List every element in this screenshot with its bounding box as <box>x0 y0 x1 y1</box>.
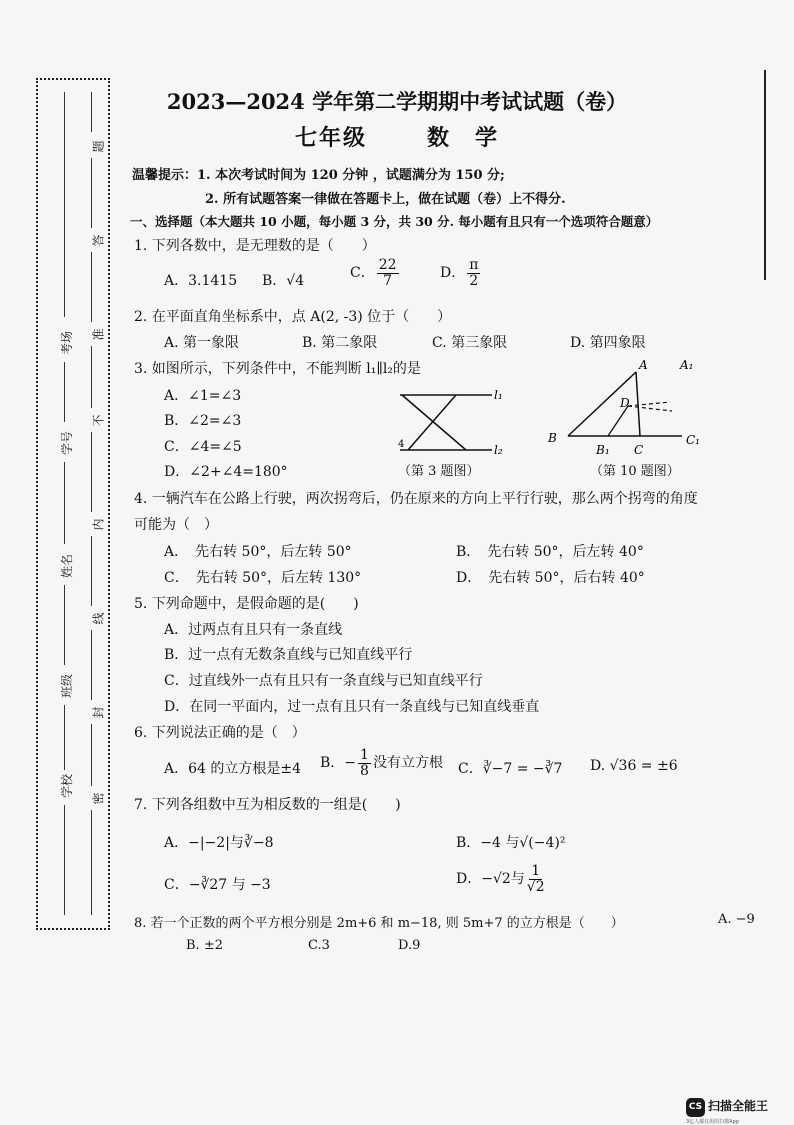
q3-option-c: C．∠4=∠5 <box>164 439 242 455</box>
figure-10-caption: （第 10 题图） <box>590 464 680 479</box>
tips-line-1 <box>132 164 505 183</box>
question-2-stem: 2. 在平面直角坐标系中，点 A(2, -3) 位于（ ） <box>134 309 452 325</box>
seal-char: 答 <box>91 234 106 247</box>
label-C1: C₁ <box>686 433 700 447</box>
q2-option-c: C. 第三象限 <box>432 335 508 351</box>
label-A: A <box>639 358 648 372</box>
subject-label: 数 学 <box>427 125 500 151</box>
scanner-logo: CS <box>686 1098 705 1117</box>
q6-option-b-tail: 没有立方根 <box>372 755 443 772</box>
q7-option-c: C．−∛27 与 −3 <box>164 877 271 893</box>
q1-option-d-fraction: $\frac{\pi}{2}$ <box>469 257 479 289</box>
question-3-stem: 3. 如图所示，下列条件中，不能判断 l₁∥l₂的是 <box>134 361 421 377</box>
grade-label: 七年级 <box>294 125 367 151</box>
q3-option-b: B．∠2=∠3 <box>164 413 242 429</box>
tips-text-1: 1. 本次考试时间为 120 分钟 ，试题满分为 150 分; <box>197 168 505 183</box>
field-label-exam-room: 考场 <box>60 330 74 355</box>
q2-option-b: B. 第二象限 <box>302 335 378 351</box>
q6-option-c: C．∛−7 = −∛7 <box>458 761 563 777</box>
q4-option-c: C． 先右转 50°，后左转 130° <box>164 570 362 586</box>
label-angle-4: 4 <box>398 439 405 450</box>
q2-option-d: D. 第四象限 <box>570 335 646 351</box>
label-B: B <box>548 431 557 445</box>
field-label-school: 学校 <box>60 773 74 798</box>
question-4-stem: 4. 一辆汽车在公路上行驶，两次拐弯后，仍在原来的方向上平行行驶，那么两个拐弯的角度 <box>134 491 698 507</box>
q7-option-b: B．−4 与√(−4)² <box>456 835 566 851</box>
tips-label: 温馨提示： <box>132 168 198 183</box>
figure-3-diagram <box>380 380 510 460</box>
q6-option-b <box>320 748 443 778</box>
label-l1: l₁ <box>494 388 503 402</box>
q6-option-b-label: B．− <box>320 755 357 772</box>
q8-option-b: B. ±2 <box>186 938 223 953</box>
q1-option-b-label: B． <box>262 273 287 289</box>
dashed-d-c1 <box>628 406 672 411</box>
label-A1: A₁ <box>680 358 694 372</box>
side-ac <box>636 372 640 436</box>
q5-option-d: D．在同一平面内，过一点有且只有一条直线与已知直线垂直 <box>164 699 540 715</box>
q1-option-c-label: C． <box>350 265 375 282</box>
exam-title: 2023—2024 学年第二学期期中考试试题（卷） <box>166 89 628 114</box>
q1-option-c-fraction: $\frac{22}{7}$ <box>378 257 397 289</box>
transversal-2 <box>408 395 456 450</box>
figure-3-caption: （第 3 题图） <box>398 464 480 479</box>
binding-sidebar <box>36 78 110 930</box>
field-label-student-id: 学号 <box>60 430 74 455</box>
question-4-stem-cont: 可能为（ ） <box>134 517 218 533</box>
seal-char: 封 <box>91 706 106 719</box>
scanner-app-name: 扫描全能王 <box>708 1099 769 1113</box>
q1-option-a: A．3.1415 <box>164 273 238 289</box>
q5-option-c: C．过直线外一点有且只有一条直线与已知直线平行 <box>164 673 483 689</box>
tips-line-2: 2. 所有试题答案一律做在答题卡上，做在试题（卷）上不得分. <box>205 192 566 207</box>
q6-option-d: D. √36 = ±6 <box>590 758 678 774</box>
q6-option-b-fraction: $\frac{1}{8}$ <box>360 747 369 779</box>
seal-char: 内 <box>91 518 106 531</box>
q7-option-d-label: D．−√2与 <box>456 871 525 888</box>
q5-option-a: A．过两点有且只有一条直线 <box>164 622 343 638</box>
q1-option-b-value: √4 <box>286 273 305 289</box>
transversal-1 <box>402 395 466 450</box>
segment-b1-d <box>608 406 628 436</box>
seal-char: 题 <box>91 140 106 153</box>
q4-option-d: D． 先右转 50°，后右转 40° <box>456 570 645 586</box>
dashed-d-a1 <box>628 402 670 406</box>
q1-option-d-label: D． <box>440 265 466 282</box>
figure-10-diagram <box>540 356 720 461</box>
q8-option-d: D.9 <box>398 938 421 953</box>
q4-option-b: B． 先右转 50°，后左转 40° <box>456 544 644 560</box>
question-1-stem: 1. 下列各数中，是无理数的是（ ） <box>134 238 376 254</box>
label-B1: B₁ <box>596 443 610 457</box>
q3-option-a: A．∠1=∠3 <box>164 388 242 404</box>
question-7-stem: 7. 下列各组数中互为相反数的一组是( ) <box>134 797 401 813</box>
seal-char: 不 <box>91 414 106 427</box>
q4-option-a: A． 先右转 50°，后左转 50° <box>164 544 352 560</box>
q1-option-c <box>350 258 401 288</box>
field-label-class: 班级 <box>60 673 74 698</box>
label-D: D <box>620 396 630 410</box>
section-heading: 一、选择题（本大题共 10 小题，每小题 3 分，共 30 分. 每小题有且只有一个选项符合题意） <box>130 214 659 229</box>
q1-option-d <box>440 258 482 288</box>
field-label-name: 姓名 <box>60 553 74 578</box>
q7-option-d <box>456 864 547 894</box>
q8-option-c: C.3 <box>308 938 330 953</box>
q3-option-d: D．∠2+∠4=180° <box>164 464 288 480</box>
scanner-slogan: 3亿人都在用的扫描App <box>686 1119 739 1125</box>
q2-option-a: A. 第一象限 <box>164 335 240 351</box>
seal-char: 准 <box>91 328 106 341</box>
exam-subtitle <box>0 121 794 152</box>
label-C: C <box>634 443 644 457</box>
seal-char: 线 <box>91 612 106 625</box>
q8-option-a: A. −9 <box>718 912 755 927</box>
question-8-stem: 8. 若一个正数的两个平方根分别是 2m+6 和 m−18, 则 5m+7 的立方根是（ ） <box>134 916 624 931</box>
q1-option-b <box>262 270 304 290</box>
label-l2: l₂ <box>494 443 503 457</box>
q5-option-b: B．过一点有无数条直线与已知直线平行 <box>164 647 413 663</box>
q6-option-a: A．64 的立方根是±4 <box>164 761 302 777</box>
seal-char: 密 <box>91 792 106 805</box>
q7-option-d-fraction: $\frac{1}{√2}$ <box>526 863 545 895</box>
question-6-stem: 6. 下列说法正确的是（ ） <box>134 725 306 741</box>
question-5-stem: 5. 下列命题中，是假命题的是( ) <box>134 596 359 612</box>
q7-option-a: A．−|−2|与∛−8 <box>164 835 274 851</box>
